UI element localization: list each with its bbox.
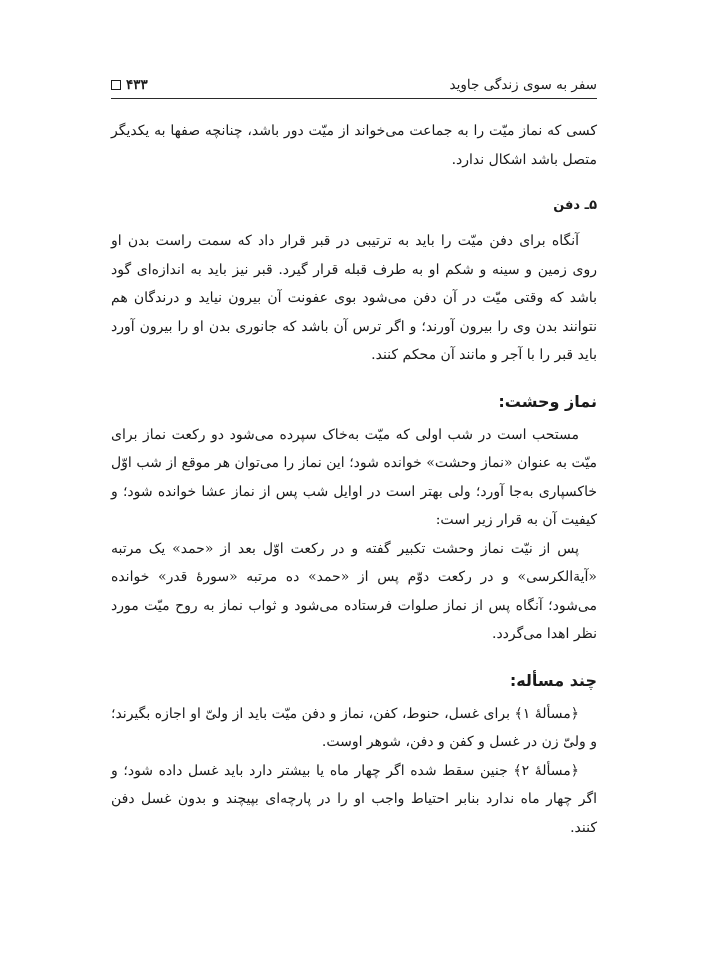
issue-2-paragraph: ﴿مسألهٔ ۲﴾ جنین سقط شده اگر چهار ماه یا بیشتر دارد باید غسل داده شود؛ و اگر چهار ماه ندارد بنابر احتیاط واجب او را در پارچه‌ای بپیچند و بدون غسل دفن کنند.: [111, 762, 597, 836]
square-bullet-icon: [111, 80, 121, 90]
page-number-block: [111, 77, 148, 93]
page-number: ۴۳۳: [126, 77, 148, 93]
issues-heading: چند مسأله:: [509, 670, 597, 690]
burial-heading: ۵ـ دفن: [553, 198, 597, 213]
wahshat-paragraph-1: مستحب است در شب اولی که میّت به‌خاک سپرده می‌شود دو رکعت نماز برای میّت به عنوان «نماز وحشت» خوانده شود؛ این نماز را می‌توان هر موقع از شب اوّل خاکسپاری به‌جا آورد؛ ولی بهتر است در اوایل شب پس از نماز عشا خوانده شود؛ و کیفیت آن به قرار زیر است:: [111, 426, 597, 528]
intro-paragraph: کسی که نماز میّت را به جماعت می‌خواند از میّت دور باشد، چنانچه صفها به یکدیگر متصل باشد اشکال ندارد.: [111, 123, 597, 168]
wahshat-paragraph-2: پس از نیّت نماز وحشت تکبیر گفته و در رکعت اوّل بعد از «حمد» یک مرتبه «آیة‌الکرسی» و در رکعت دوّم پس از «حمد» ده مرتبه «سورهٔ قدر» خوانده می‌شود؛ آنگاه پس از نماز صلوات فرستاده می‌شود و ثواب نماز به روح میّت مورد نظر اهدا می‌گردد.: [111, 540, 597, 642]
running-title: سفر به سوی زندگی جاوید: [449, 77, 597, 93]
page-header: [111, 72, 597, 99]
book-page: [111, 72, 597, 842]
wahshat-prayer-heading: نماز وحشت:: [498, 391, 597, 411]
burial-paragraph: آنگاه برای دفن میّت را باید به ترتیبی در قبر قرار داد که سمت راست بدن او روی زمین و سینه و شکم او به طرف قبله قرار گیرد. قبر نیز باید به اندازه‌ای گود باشد که وقتی میّت در آن دفن می‌شود بوی عفونت آن بیرون نیاید و درندگان هم نتوانند بدن وی را بیرون آورند؛ و اگر ترس آن باشد که جانوری بدن او را بیرون آورد باید قبر را با آجر و مانند آن محکم کنند.: [111, 233, 597, 363]
issue-1-paragraph: ﴿مسألهٔ ۱﴾ برای غسل، حنوط، کفن، نماز و دفن میّت باید از ولیّ او اجازه بگیرند؛ و ولیّ زن در غسل و کفن و دفن، شوهر اوست.: [111, 705, 597, 750]
page-body: [111, 117, 597, 842]
